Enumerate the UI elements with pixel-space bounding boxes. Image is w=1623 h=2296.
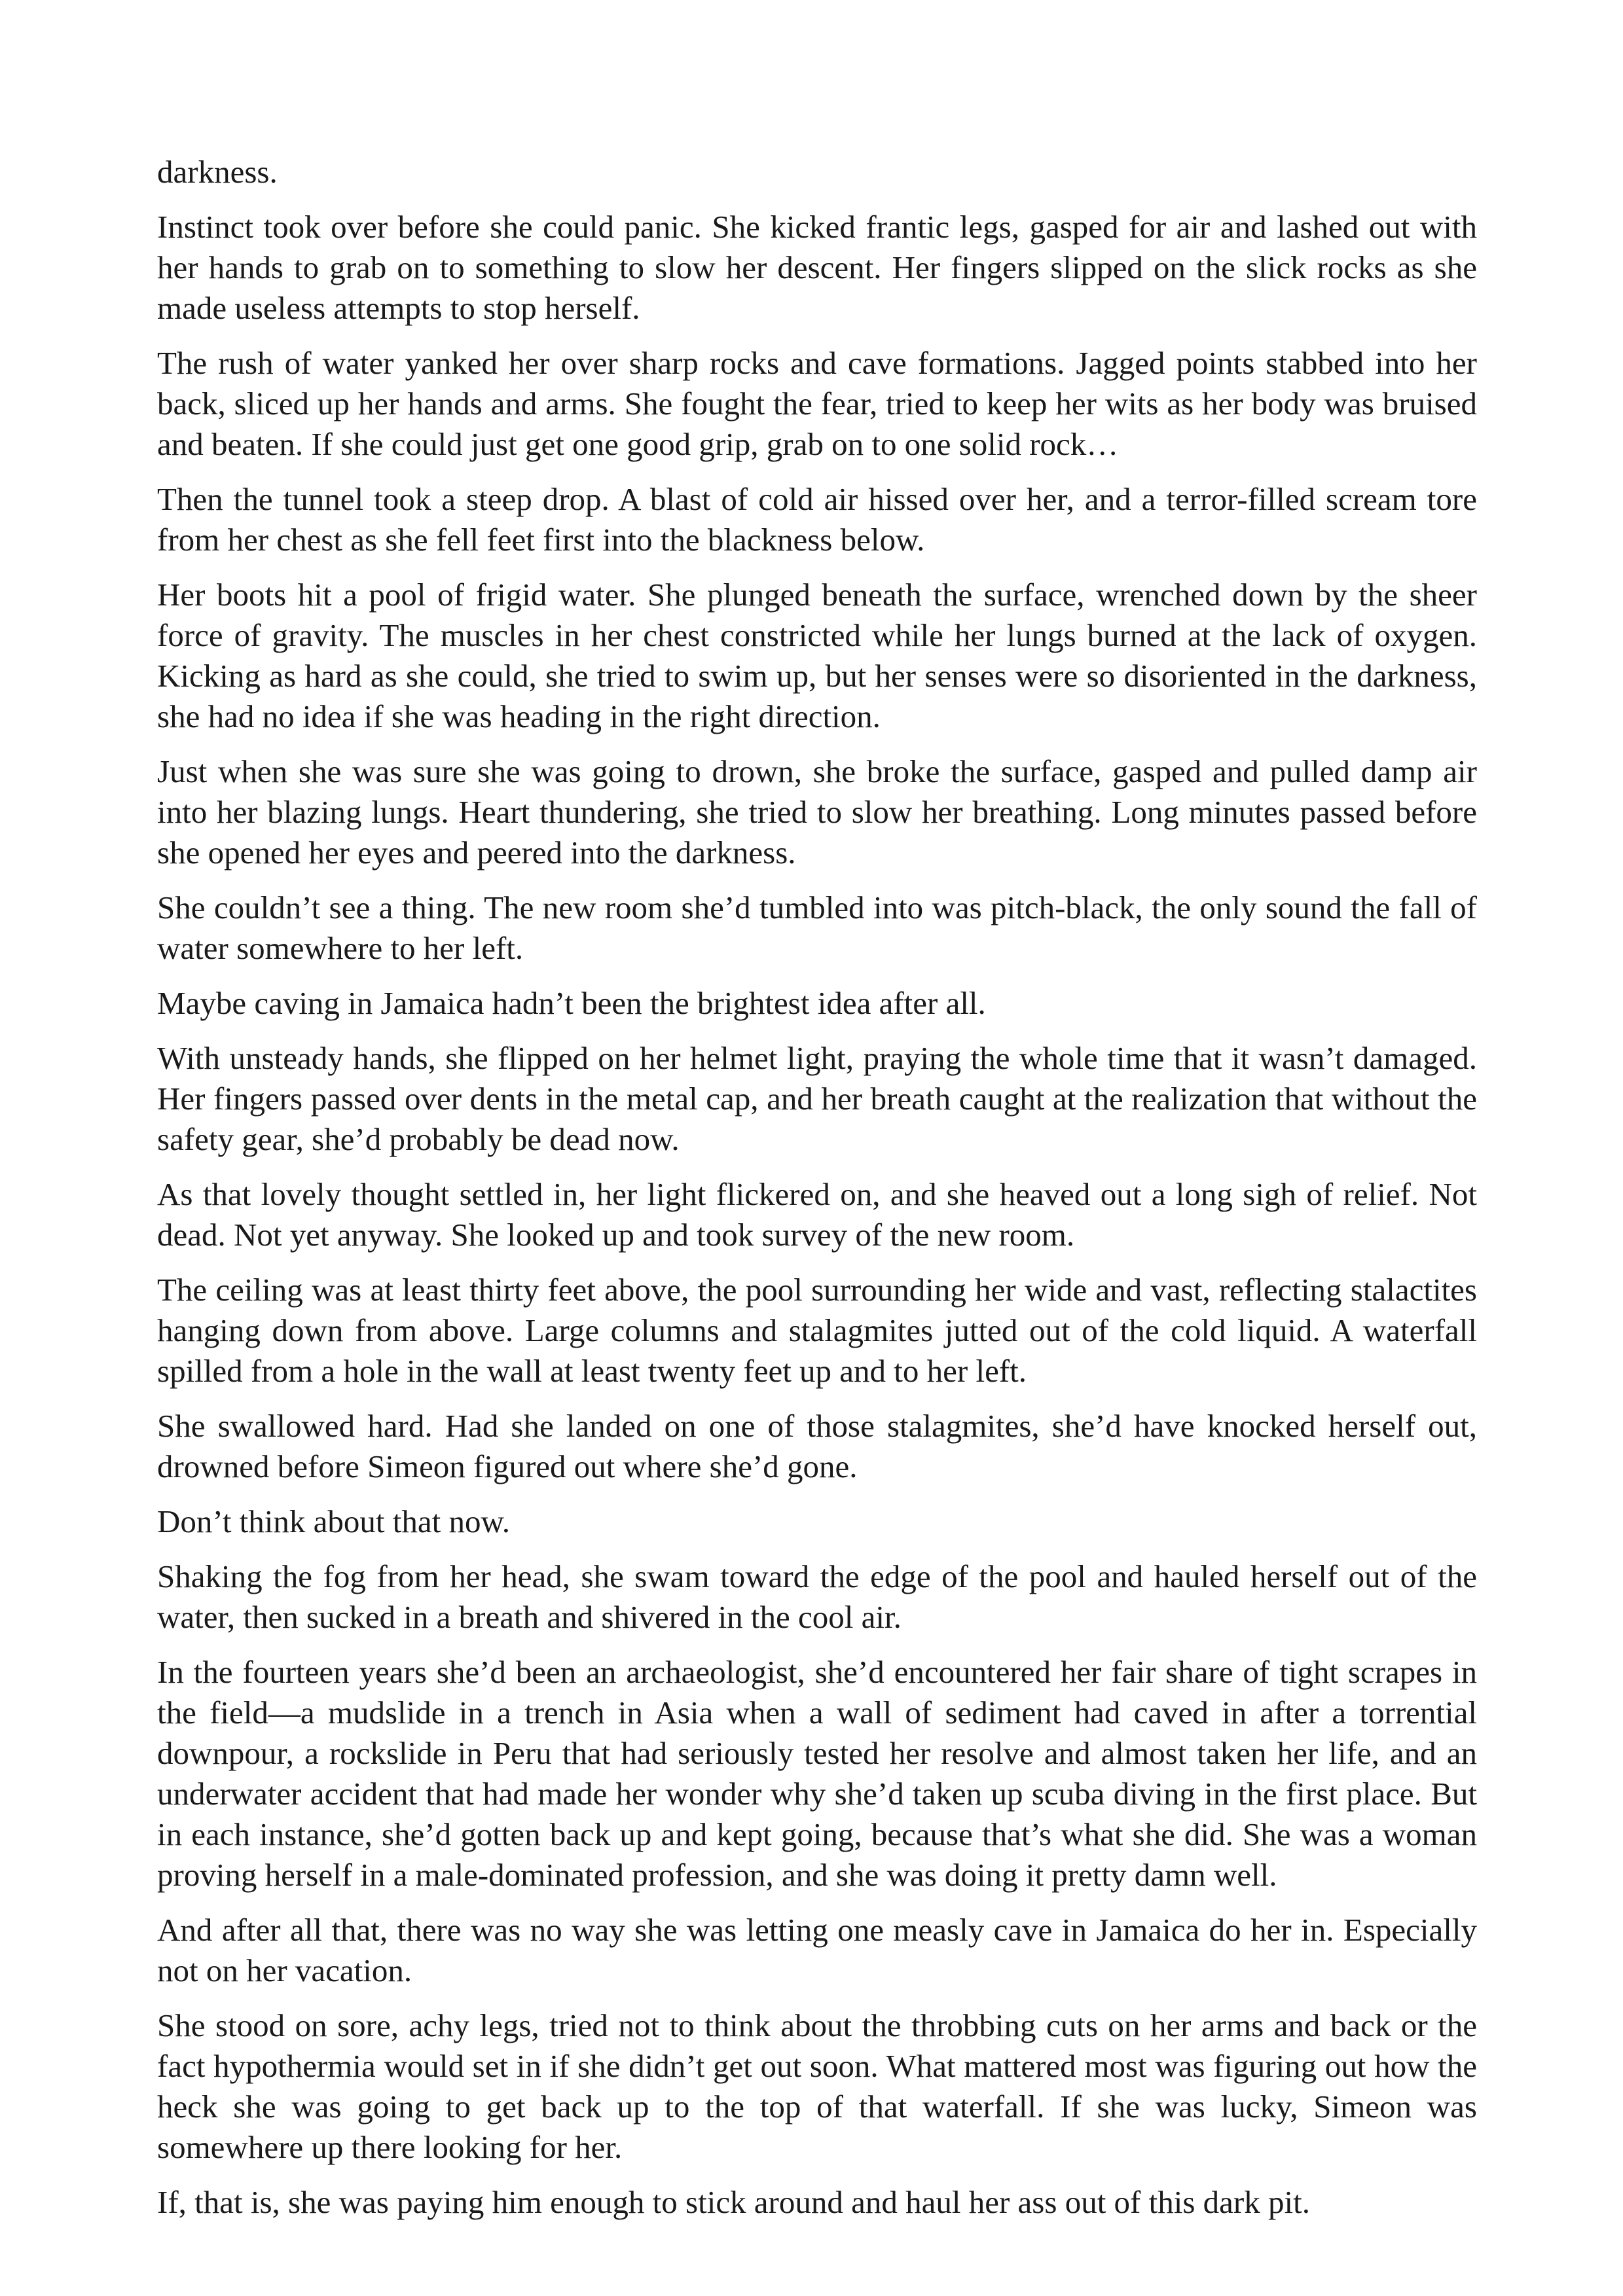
paragraph-5: Her boots hit a pool of frigid water. She plunged beneath the surface, wrenched down by the sheer force of gravity. The muscles in her chest constricted while her lungs burned at the lack of oxygen. Kicking as hard as she could, she tried to swim up, but her senses were so disoriented in the darkness, she had no idea if she was heading in the right direction. — [157, 577, 1477, 734]
paragraph-7: She couldn’t see a thing. The new room she’d tumbled into was pitch-black, the only sound the fall of water somewhere to her left. — [157, 889, 1477, 966]
paragraph-3: The rush of water yanked her over sharp rocks and cave formations. Jagged points stabbed into her back, sliced up her hands and arms. She fought the fear, tried to keep her wits as her body was bruised and beaten. If she could just get one good grip, grab on to one solid rock… — [157, 345, 1477, 462]
paragraph-1: darkness. — [157, 154, 278, 190]
paragraph-11: The ceiling was at least thirty feet above, the pool surrounding her wide and vast, reflecting stalactites hanging down from above. Large columns and stalagmites jutted out of the cold liquid. A waterfall spilled from a hole in the wall at least twenty feet up and to her left. — [157, 1272, 1477, 1389]
paragraph-9: With unsteady hands, she flipped on her helmet light, praying the whole time that it wasn’t damaged. Her fingers passed over dents in the metal cap, and her breath caught at the realization that without the safety gear, she’d probably be dead now. — [157, 1040, 1477, 1157]
paragraph-12: She swallowed hard. Had she landed on one of those stalagmites, she’d have knocked herself out, drowned before Simeon figured out where she’d gone. — [157, 1408, 1477, 1484]
paragraph-2: Instinct took over before she could panic. She kicked frantic legs, gasped for air and lashed out with her hands to grab on to something to slow her descent. Her fingers slipped on the slick rocks as she made useless attempts to stop herself. — [157, 209, 1477, 326]
paragraph-14: Shaking the fog from her head, she swam toward the edge of the pool and hauled herself out of the water, then sucked in a breath and shivered in the cool air. — [157, 1558, 1477, 1635]
paragraph-8: Maybe caving in Jamaica hadn’t been the brightest idea after all. — [157, 985, 986, 1021]
paragraph-18: If, that is, she was paying him enough to stick around and haul her ass out of this dark pit. — [157, 2184, 1310, 2220]
paragraph-15: In the fourteen years she’d been an archaeologist, she’d encountered her fair share of tight scrapes in the field—a mudslide in a trench in Asia when a wall of sediment had caved in after a torrential downpour, a rockslide in Peru that had seriously tested her resolve and almost taken her life, and an underwater accident that had made her wonder why she’d taken up scuba diving in the first place. But in each instance, she’d gotten back up and kept going, because that’s what she did. She was a woman proving herself in a male-dominated profession, and she was doing it pretty damn well. — [157, 1654, 1477, 1893]
paragraph-4: Then the tunnel took a steep drop. A blast of cold air hissed over her, and a terror-filled scream tore from her chest as she fell feet first into the blackness below. — [157, 481, 1477, 558]
paragraph-17: She stood on sore, achy legs, tried not to think about the throbbing cuts on her arms and back or the fact hypothermia would set in if she didn’t get out soon. What mattered most was figuring out how the heck she was going to get back up to the top of that waterfall. If she was lucky, Simeon was somewhere up there looking for her. — [157, 2007, 1477, 2165]
page-body — [157, 152, 1477, 2237]
paragraph-6: Just when she was sure she was going to drown, she broke the surface, gasped and pulled damp air into her blazing lungs. Heart thundering, she tried to slow her breathing. Long minutes passed before she opened her eyes and peered into the darkness. — [157, 753, 1477, 870]
paragraph-10: As that lovely thought settled in, her light flickered on, and she heaved out a long sigh of relief. Not dead. Not yet anyway. She looked up and took survey of the new room. — [157, 1176, 1477, 1253]
paragraph-16: And after all that, there was no way she was letting one measly cave in Jamaica do her in. Especially not on her vacation. — [157, 1912, 1477, 1988]
paragraph-13: Don’t think about that now. — [157, 1503, 510, 1539]
